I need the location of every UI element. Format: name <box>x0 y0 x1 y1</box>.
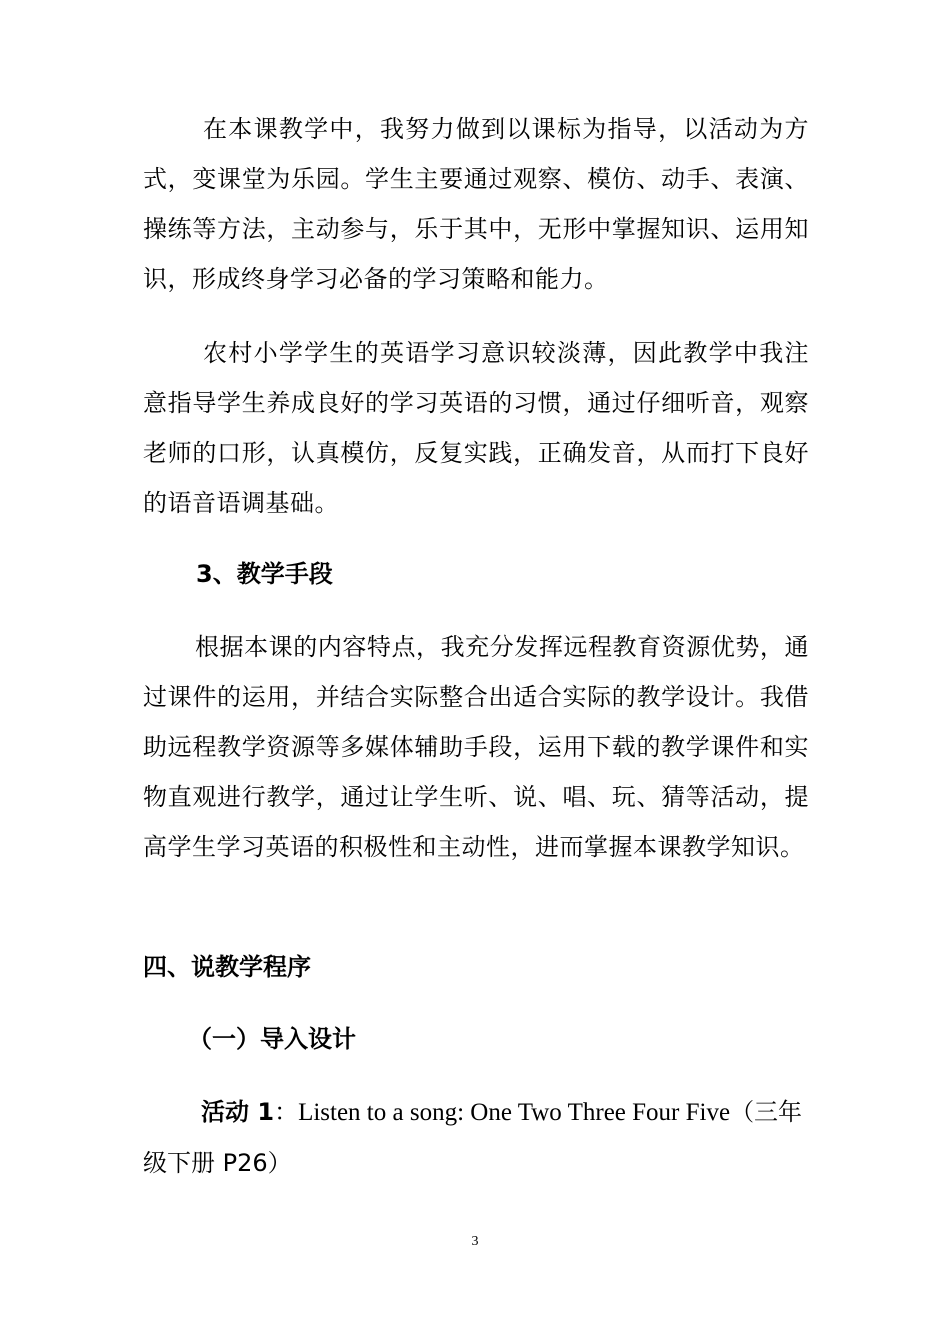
paragraph-teaching-means: 根据本课的内容特点，我充分发挥远程教育资源优势，通过课件的运用，并结合实际整合出适合实际的教学设计。我借助远程教学资源等多媒体辅助手段，运用下载的教学课件和实物直观进行教学，通过让学生听、说、唱、玩、猜等活动，提高学生学习英语的积极性和主动性，进而掌握本课教学知识。 <box>143 633 809 861</box>
section-heading-teaching-means: 3、教学手段 <box>196 560 333 588</box>
paragraph-teaching-approach: 在本课教学中，我努力做到以课标为指导，以活动为方式，变课堂为乐园。学生主要通过观察、模仿、动手、表演、操练等方法，主动参与，乐于其中，无形中掌握知识、运用知识，形成终身学习必备的学习策略和能力。 <box>143 115 809 293</box>
page-number: 3 <box>471 1234 479 1249</box>
subsection-heading-lead-in: （一）导入设计 <box>188 1025 356 1053</box>
paragraph-pronunciation-habits: 农村小学学生的英语学习意识较淡薄，因此教学中我注意指导学生养成良好的学习英语的习惯，通过仔细听音，观察老师的口形，认真模仿，反复实践，正确发音，从而打下良好的语音语调基础。 <box>143 339 809 517</box>
activity-1-line <box>143 1087 809 1188</box>
activity-1-note: （三年级下册 P26） <box>143 1098 803 1177</box>
activity-1-label: 活动 1 <box>201 1098 275 1126</box>
activity-1-song-title: Listen to a song: One Two Three Four Five <box>298 1099 731 1126</box>
section-heading-teaching-procedure: 四、说教学程序 <box>143 953 311 981</box>
activity-1-separator: ： <box>274 1098 299 1126</box>
